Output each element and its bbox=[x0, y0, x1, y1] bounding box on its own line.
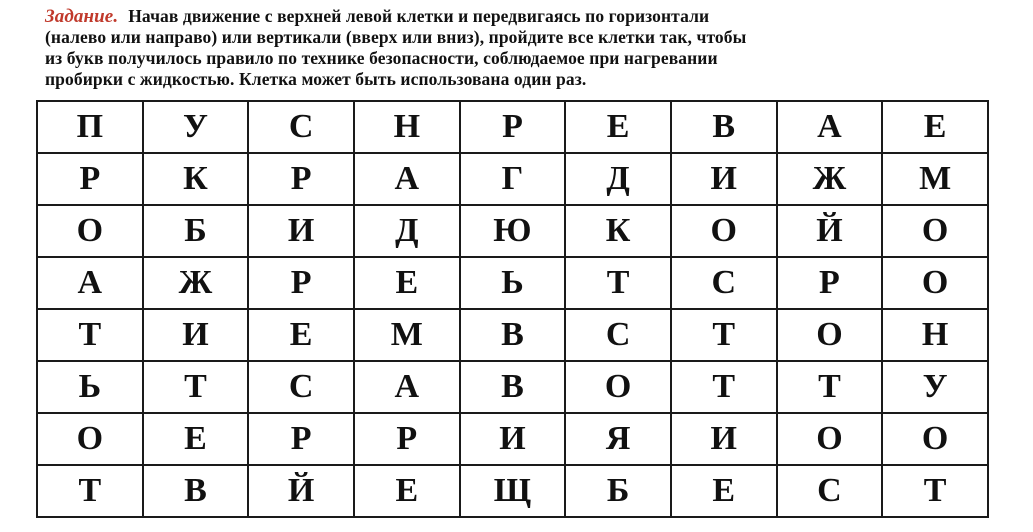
grid-cell: Б bbox=[143, 205, 249, 257]
grid-cell: О bbox=[37, 413, 143, 465]
task-text-line-3: из букв получилось правило по технике безопасности, соблюдаемое при нагревании bbox=[45, 48, 718, 68]
grid-cell: Й bbox=[248, 465, 354, 517]
grid-cell: И bbox=[460, 413, 566, 465]
grid-cell: Т bbox=[37, 465, 143, 517]
grid-cell: Т bbox=[777, 361, 883, 413]
grid-cell: Е bbox=[248, 309, 354, 361]
grid-row bbox=[37, 413, 988, 465]
grid-cell: О bbox=[777, 413, 883, 465]
grid-cell: Р bbox=[777, 257, 883, 309]
grid-cell: Т bbox=[671, 361, 777, 413]
grid-row bbox=[37, 153, 988, 205]
grid-cell: А bbox=[777, 101, 883, 153]
grid-cell: Д bbox=[354, 205, 460, 257]
grid-cell: Е bbox=[354, 257, 460, 309]
task-text-line-4: пробирки с жидкостью. Клетка может быть использована один раз. bbox=[45, 69, 587, 89]
grid-cell: С bbox=[671, 257, 777, 309]
grid-cell: Ь bbox=[460, 257, 566, 309]
grid-cell: Ю bbox=[460, 205, 566, 257]
grid-cell: К bbox=[565, 205, 671, 257]
grid-cell: Т bbox=[37, 309, 143, 361]
grid-cell: Т bbox=[143, 361, 249, 413]
grid-row bbox=[37, 205, 988, 257]
grid-cell: О bbox=[671, 205, 777, 257]
grid-cell: Е bbox=[565, 101, 671, 153]
task-description bbox=[45, 6, 1005, 90]
letter-grid bbox=[36, 100, 989, 518]
grid-cell: В bbox=[143, 465, 249, 517]
grid-cell: П bbox=[37, 101, 143, 153]
grid-cell: О bbox=[882, 413, 988, 465]
grid-cell: Р bbox=[248, 153, 354, 205]
grid-cell: А bbox=[37, 257, 143, 309]
grid-cell: Ь bbox=[37, 361, 143, 413]
grid-cell: Г bbox=[460, 153, 566, 205]
grid-cell: Т bbox=[671, 309, 777, 361]
grid-cell: С bbox=[248, 361, 354, 413]
grid-cell: Й bbox=[777, 205, 883, 257]
grid-cell: В bbox=[671, 101, 777, 153]
grid-cell: Р bbox=[37, 153, 143, 205]
grid-cell: С bbox=[565, 309, 671, 361]
grid-cell: К bbox=[143, 153, 249, 205]
grid-cell: М bbox=[354, 309, 460, 361]
grid-cell: Ж bbox=[777, 153, 883, 205]
grid-row bbox=[37, 465, 988, 517]
grid-cell: С bbox=[777, 465, 883, 517]
grid-cell: О bbox=[882, 205, 988, 257]
grid-cell: А bbox=[354, 153, 460, 205]
task-text-line-1: Начав движение с верхней левой клетки и передвигаясь по горизонтали bbox=[128, 6, 710, 26]
grid-cell: Р bbox=[248, 413, 354, 465]
grid-cell: Р bbox=[460, 101, 566, 153]
grid-cell: С bbox=[248, 101, 354, 153]
grid-cell: Н bbox=[882, 309, 988, 361]
task-label: Задание. bbox=[45, 6, 119, 27]
grid-row bbox=[37, 361, 988, 413]
grid-cell: О bbox=[777, 309, 883, 361]
grid-cell: Д bbox=[565, 153, 671, 205]
grid-cell: Е bbox=[882, 101, 988, 153]
grid-cell: М bbox=[882, 153, 988, 205]
grid-cell: Е bbox=[143, 413, 249, 465]
grid-cell: Р bbox=[248, 257, 354, 309]
grid-cell: И bbox=[671, 413, 777, 465]
grid-cell: Щ bbox=[460, 465, 566, 517]
grid-cell: В bbox=[460, 309, 566, 361]
grid-cell: О bbox=[565, 361, 671, 413]
grid-row bbox=[37, 257, 988, 309]
grid-cell: Б bbox=[565, 465, 671, 517]
grid-cell: Ж bbox=[143, 257, 249, 309]
grid-cell: Н bbox=[354, 101, 460, 153]
grid-cell: И bbox=[248, 205, 354, 257]
grid-cell: Т bbox=[882, 465, 988, 517]
grid-cell: А bbox=[354, 361, 460, 413]
grid-row bbox=[37, 101, 988, 153]
grid-row bbox=[37, 309, 988, 361]
grid-cell: И bbox=[143, 309, 249, 361]
task-line-1 bbox=[45, 6, 1005, 27]
task-text-line-2: (налево или направо) или вертикали (вверх или вниз), пройдите все клетки так, чтобы bbox=[45, 27, 747, 47]
grid-cell: В bbox=[460, 361, 566, 413]
grid-cell: О bbox=[37, 205, 143, 257]
grid-cell: Е bbox=[671, 465, 777, 517]
grid-cell: У bbox=[143, 101, 249, 153]
grid-cell: Я bbox=[565, 413, 671, 465]
grid-cell: Е bbox=[354, 465, 460, 517]
grid-cell: Т bbox=[565, 257, 671, 309]
grid-cell: И bbox=[671, 153, 777, 205]
grid-cell: Р bbox=[354, 413, 460, 465]
grid-cell: О bbox=[882, 257, 988, 309]
grid-cell: У bbox=[882, 361, 988, 413]
